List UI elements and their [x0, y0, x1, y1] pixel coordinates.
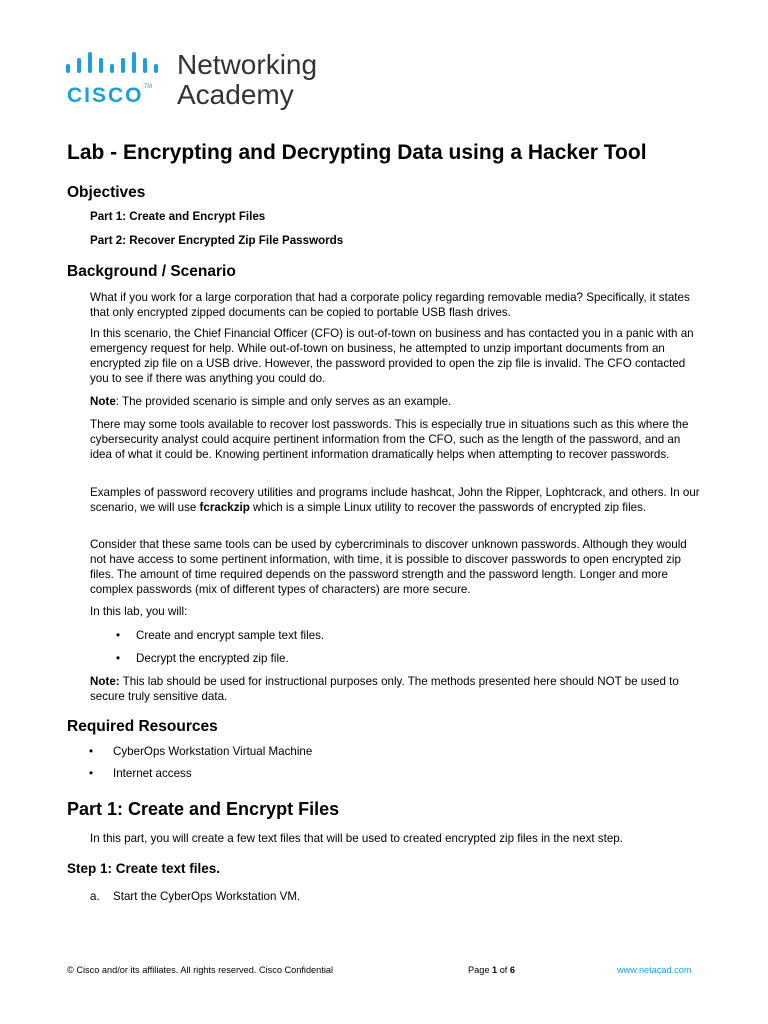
- note-text: : The provided scenario is simple and only serves as an example.: [115, 395, 452, 408]
- bullet-icon: •: [116, 652, 121, 665]
- part-1-intro: In this part, you will create a few text files that will be used to created encrypted zip files in the next step.: [90, 832, 623, 845]
- footer-website-link[interactable]: www.netacad.com: [617, 965, 692, 975]
- note-label: Note: [90, 395, 116, 408]
- background-paragraph-4: Examples of password recovery utilities and programs include hashcat, John the Ripper, Lophtcrack, and others. In our scenario, we will use fcrackzip which is a simple Linux utility to recover the passwords of encrypted zip files.: [90, 486, 700, 514]
- step-1-heading: Step 1: Create text files.: [67, 861, 221, 876]
- step-a-text: Start the CyberOps Workstation VM.: [113, 890, 301, 903]
- trademark: TM: [143, 84, 153, 90]
- background-paragraph-1: What if you work for a large corporation that had a corporate policy regarding removable media? Specifically, it states that only encrypted zipped documents can be copied to portable USB flash drives.: [90, 291, 690, 319]
- note-text: This lab should be used for instructional purposes only. The methods presented here should NOT be used to secure truly sensitive data.: [90, 675, 679, 703]
- logo-networking-text: Networking: [177, 49, 318, 80]
- cisco-bars-icon: [66, 52, 166, 80]
- background-paragraph-3: There may some tools available to recover lost passwords. This is especially true in situations such as this where the cybersecurity analyst could acquire pertinent information from the CFO, such as the length of the password, and an idea of what it could be. Knowing pertinent information dramatically helps when attempting to recover passwords.: [90, 418, 689, 461]
- bullet-icon: •: [89, 745, 94, 758]
- footer-copyright: © Cisco and/or its affiliates. All rights reserved. Cisco Confidential: [67, 965, 334, 975]
- background-paragraph-5: Consider that these same tools can be used by cybercriminals to discover unknown passwords. Although they would not have access to some pertinent information, with time, it is possible to discover passwords to open encrypted zip files. The amount of time required depends on the password strength and the password length. Longer and more complex passwords (mix of different types of characters) are more secure.: [90, 538, 687, 596]
- logo-academy-text: Academy: [177, 79, 294, 110]
- bullet-icon: •: [89, 767, 94, 780]
- part-1-heading: Part 1: Create and Encrypt Files: [67, 799, 340, 819]
- required-resources-heading: Required Resources: [67, 718, 218, 735]
- background-heading: Background / Scenario: [67, 263, 236, 280]
- document-title: Lab - Encrypting and Decrypting Data using a Hacker Tool: [67, 141, 647, 164]
- objective-part-2: Part 2: Recover Encrypted Zip File Passwords: [90, 234, 344, 247]
- note-instructional: [90, 674, 702, 704]
- bullet-icon: •: [116, 629, 121, 642]
- document-page: CISCO™ Networking Academy Lab - Encrypting and Decrypting Data using a Hacker Tool Objectives Part 1: Create and Encrypt Files Part 2: Recover Encrypted Zip File Passwords Background / Scenario What if you work for a large corporation that had a corporate policy regarding removable media? Specifically, it states that only encrypted zipped documents can be copied to portable USB flash drives. In this scenario, the Chief Financial Officer (CFO) is out-of-town on business and has contacted you in a panic with an emergency request for help. While out-of-town on business, he attempted to unzip important documents from an encrypted zip file on a USB drive. However, the password provided to open the zip file is invalid. The CFO contacted you to see if there was anything you could do. Note: The provided scenario is simple and only serves as an example. There may some tools available to recover lost passwords. This is especially true in situations such as this where the cybersecurity analyst could acquire pertinent information from the CFO, such as the length of the password, and an idea of what it could be. Knowing pertinent information dramatically helps when attempting to recover passwords. Examples of password recovery utilities and programs include hashcat, John the Ripper, Lophtcrack, and others. In our scenario, we will use fcrackzip which is a simple Linux utility to recover the passwords of encrypted zip files. Consider that these same tools can be used by cybercriminals to discover unknown passwords. Although they would not have access to some pertinent information, with time, it is possible to discover passwords to open encrypted zip files. The amount of time required depends on the password strength and the password length. Longer and more complex passwords (mix of different types of characters) are more secure. In this lab, you will: • Create and encrypt sample text files. • Decrypt the encrypted zip file. Note: This lab should be used for instructional purposes only. The methods presented here should NOT be used to secure truly sensitive data. Required Resources • CyberOps Workstation Virtual Machine • Internet access Part 1: Create and Encrypt Files In this part, you will create a few text files that will be used to created encrypted zip files in the next step. Step 1: Create text files. a. Start the CyberOps Workstation VM. © Cisco and/or its affiliates. All rights reserved. Cisco Confidential Page 1 of 6 www.netacad.com: [0, 0, 768, 1024]
- note-label: Note:: [90, 675, 120, 688]
- fcrackzip-tool: fcrackzip: [199, 501, 250, 514]
- objectives-heading: Objectives: [67, 184, 146, 201]
- copyright-icon: ©: [67, 965, 74, 975]
- objective-part-1: Part 1: Create and Encrypt Files: [90, 210, 266, 223]
- background-paragraph-2: In this scenario, the Chief Financial Officer (CFO) is out-of-town on business and has contacted you in a panic with an emergency request for help. While out-of-town on business, he attempted to unzip important documents from an encrypted zip file on a USB drive. However, the password provided to open the zip file is invalid. The CFO contacted you to see if there was anything you could do.: [90, 327, 694, 385]
- note-scenario: [90, 394, 702, 409]
- step-a-label: a.: [90, 890, 100, 903]
- cisco-wordmark: CISCO™: [67, 84, 153, 107]
- background-paragraph-6: In this lab, you will:: [90, 605, 188, 618]
- cisco-networking-academy-logo: [66, 48, 366, 112]
- footer-page-number: Page 1 of 6: [468, 965, 516, 975]
